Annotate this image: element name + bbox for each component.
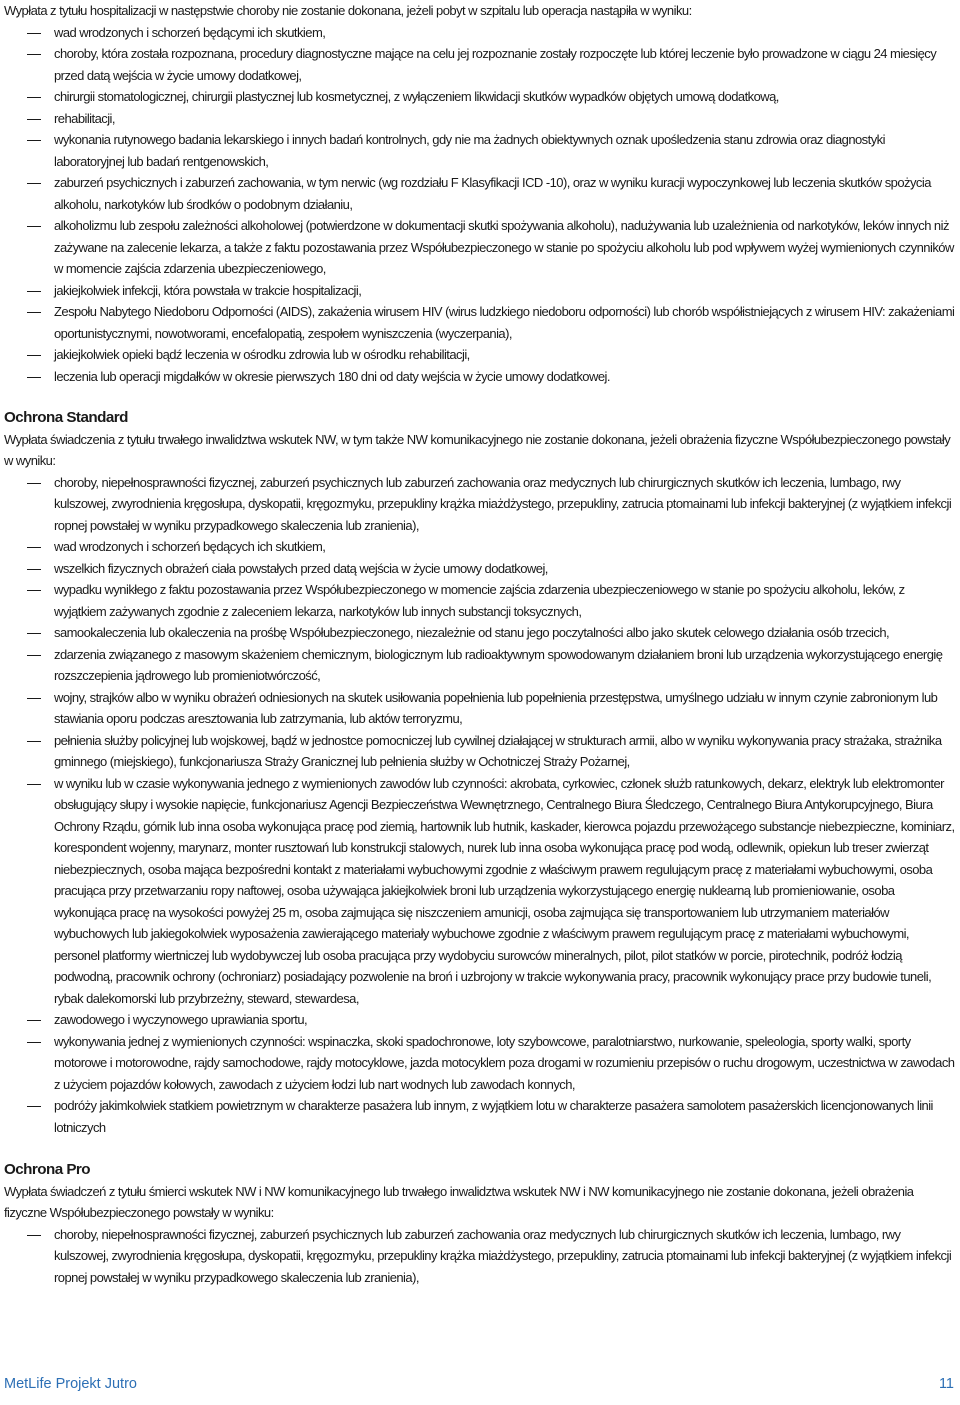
list-item: podróży jakimkolwiek statkiem powietrznym w charakterze pasażera lub innym, z wyjątkiem lotu w charakterze pasażera samolotem pasażerskich licencjonowanych linii lotniczych xyxy=(4,1095,956,1138)
page-number: 11 xyxy=(938,1376,954,1392)
hospitalization-intro: Wypłata z tytułu hospitalizacji w następstwie choroby nie zostanie dokonana, jeżeli pobyt w szpitalu lub operacja nastąpiła w wyniku: xyxy=(4,3,692,18)
section-title-standard: Ochrona Standard xyxy=(4,409,128,426)
list-item: wojny, strajków albo w wyniku obrażeń odniesionych na skutek usiłowania popełnienia lub popełnienia przestępstwa, umyślnego udziału w innym czynie zabronionym lub stawiania oporu podczas aresztowania lub zatrzymania, lub aktów terroryzmu, xyxy=(4,687,956,730)
standard-exclusion-list xyxy=(4,472,956,1139)
hospitalization-exclusion-list xyxy=(4,22,956,388)
list-item: wykonywania jednej z wymienionych czynności: wspinaczka, skoki spadochronowe, loty szybowcowe, paralotniarstwo, nurkowanie, speleologia, sporty walki, sporty motorowe i motorowodne, rajdy samochodowe, rajdy motocyklowe, jazda motocyklem poza drogami w rozumieniu przepisów o ruchu drogowym, uczestnictwa w zawodach z użyciem pojazdów kołowych, zawodach z użyciem łodzi lub nart wodnych lub zawodach konnych, xyxy=(4,1031,956,1096)
list-item: wad wrodzonych i schorzeń będącymi ich skutkiem, xyxy=(4,22,956,44)
pro-intro: Wypłata świadczeń z tytułu śmierci wskutek NW i NW komunikacyjnego lub trwałego inwalidztwa wskutek NW i NW komunikacyjnego nie zostanie dokonana, jeżeli obrażenia fizyczne Współubezpieczonego powstały w wyniku: xyxy=(4,1183,914,1220)
list-item: pełnienia służby policyjnej lub wojskowej, bądź w jednostce pomocniczej lub cywilnej działającej w strukturach armii, albo w wyniku wykonywania pracy strażaka, strażnika gminnego (miejskiego), funkcjonariusza Straży Granicznej lub pełnienia służby w Ochotniczej Straży Pożarnej, xyxy=(4,730,956,773)
list-item: wykonania rutynowego badania lekarskiego i innych badań kontrolnych, gdy nie ma żadnych obiektywnych oznak upośledzenia stanu zdrowia oraz diagnostyki laboratoryjnej lub badań rentgenowskich, xyxy=(4,129,956,172)
list-item: choroby, niepełnosprawności fizycznej, zaburzeń psychicznych lub zaburzeń zachowania oraz medycznych lub chirurgicznych skutków ich leczenia, lumbago, rwy kulszowej, zwyrodnienia kręgosłupa, dyskopatii, kręgozmyku, przepukliny krążka miażdżystego, przepukliny, zatrucia ptomainami lub infekcji bakteryjnej (z wyjątkiem infekcji ropnej powstałej w wyniku przypadkowego skaleczenia lub zranienia), xyxy=(4,472,956,537)
list-item: alkoholizmu lub zespołu zależności alkoholowej (potwierdzone w dokumentacji skutki spożywania alkoholu), nadużywania lub uzależnienia od narkotyków, leków innych niż zażywane na zalecenie lekarza, a także z faktu pozostawania przez Współubezpieczonego w stanie po spożyciu alkoholu lub pod wpływem wyżej wymienionych czynników w momencie zajścia zdarzenia ubezpieczeniowego, xyxy=(4,215,956,280)
list-item: wszelkich fizycznych obrażeń ciała powstałych przed datą wejścia w życie umowy dodatkowej, xyxy=(4,558,956,580)
standard-intro: Wypłata świadczenia z tytułu trwałego inwalidztwa wskutek NW, w tym także NW komunikacyjnego nie zostanie dokonana, jeżeli obrażenia fizyczne Współubezpieczonego powstały w wyniku: xyxy=(4,431,951,468)
list-item: zawodowego i wyczynowego uprawiania sportu, xyxy=(4,1009,956,1031)
list-item: choroby, która została rozpoznana, procedury diagnostyczne mające na celu jej rozpoznanie zostały rozpoczęte lub której leczenie było prowadzone w ciągu 24 miesięcy przed datą wejścia w życie umowy dodatkowej, xyxy=(4,43,956,86)
footer-brand: MetLife Projekt Jutro xyxy=(4,1376,137,1392)
list-item: leczenia lub operacji migdałków w okresie pierwszych 180 dni od daty wejścia w życie umowy dodatkowej. xyxy=(4,366,956,388)
section-spacer xyxy=(4,1138,956,1159)
list-item: rehabilitacji, xyxy=(4,108,956,130)
list-item: choroby, niepełnosprawności fizycznej, zaburzeń psychicznych lub zaburzeń zachowania oraz medycznych lub chirurgicznych skutków ich leczenia, lumbago, rwy kulszowej, zwyrodnienia kręgosłupa, dyskopatii, kręgozmyku, przepukliny krążka miażdżystego, przepukliny, zatrucia ptomainami lub infekcji bakteryjnej (z wyjątkiem infekcji ropnej powstałej w wyniku przypadkowego skaleczenia lub zranienia), xyxy=(4,1224,956,1289)
list-item: zdarzenia związanego z masowym skażeniem chemicznym, biologicznym lub radioaktywnym spowodowanym działaniem broni lub urządzenia wykorzystującego energię rozszczepienia jądrowego lub promieniotwórczość, xyxy=(4,644,956,687)
hospitalization-exclusions xyxy=(4,0,956,1288)
section-title-pro: Ochrona Pro xyxy=(4,1161,91,1178)
list-item: Zespołu Nabytego Niedoboru Odporności (AIDS), zakażenia wirusem HIV (wirus ludzkiego niedoboru odporności) lub chorób współistniejących z wirusem HIV: zakażeniami oportunistycznymi, nowotworami, encefalopatią, zespołem wyniszczenia (wyczerpania), xyxy=(4,301,956,344)
list-item: wypadku wynikłego z faktu pozostawania przez Współubezpieczonego w momencie zajścia zdarzenia ubezpieczeniowego w stanie po spożyciu alkoholu, leków, z wyjątkiem zażywanych zgodnie z zaleceniem lekarza, narkotyków lub innych substancji toksycznych, xyxy=(4,579,956,622)
list-item: wad wrodzonych i schorzeń będących ich skutkiem, xyxy=(4,536,956,558)
list-item: jakiejkolwiek opieki bądź leczenia w ośrodku zdrowia lub w ośrodku rehabilitacji, xyxy=(4,344,956,366)
list-item: zaburzeń psychicznych i zaburzeń zachowania, w tym nerwic (wg rozdziału F Klasyfikacji ICD -10), oraz w wyniku kuracji wypoczynkowej lub leczenia skutków spożycia alkoholu, narkotyków lub środków o podobnym działaniu, xyxy=(4,172,956,215)
list-item: chirurgii stomatologicznej, chirurgii plastycznej lub kosmetycznej, z wyłączeniem likwidacji skutków wypadków objętych umową dodatkową, xyxy=(4,86,956,108)
section-spacer xyxy=(4,387,956,407)
pro-exclusion-list xyxy=(4,1224,956,1289)
list-item: w wyniku lub w czasie wykonywania jednego z wymienionych zawodów lub czynności: akrobata, cyrkowiec, członek służb ratunkowych, dekarz, elektryk lub elektromonter obsługujący słupy i wysokie napięcie, funkcjonariusz Agencji Bezpieczeństwa Wewnętrznego, Centralnego Biura Śledczego, Centralnego Biura Antykorupcyjnego, Biura Ochrony Rządu, górnik lub inna osoba wykonująca pracę pod ziemią, hartownik lub hutnik, kaskader, kierowca pojazdu przewożącego substancje niebezpieczne, kominiarz, korespondent wojenny, marynarz, monter rusztowań lub konstrukcji stalowych, nurek lub inna osoba wykonująca pracę pod wodą, odlewnik, opiekun lub treser zwierząt niebezpiecznych, osoba mająca bezpośredni kontakt z materiałami wybuchowymi zgodnie z właściwym prawem regulującym pracę z materiałami wybuchowymi, osoba pracująca przy przetwarzaniu ropy naftowej, osoba używająca jakiejkolwiek broni lub urządzenia wykorzystującego energię nuklearną lub promieniowanie, osoba wykonująca pracę na wysokości powyżej 25 m, osoba zajmująca się niszczeniem amunicji, osoba zajmująca się transportowaniem lub utrzymaniem materiałów wybuchowych lub jakiegokolwiek wyposażenia zawierającego materiały wybuchowe zgodnie z właściwym prawem regulującym pracę z materiałami wybuchowymi, personel platformy wiertniczej lub wydobywczej lub osoba pracująca przy wydobyciu surowców mineralnych, pilot, pilot statków w porcie, pirotechnik, podróż łodzią podwodną, pracownik ochrony (ochroniarz) posiadający pozwolenie na broń i uzbrojony w trakcie wykonywania pracy, pracownik wykonujący prace przy budowie tuneli, rybak dalekomorski lub przybrzeżny, steward, stewardesa, xyxy=(4,773,956,1010)
list-item: jakiejkolwiek infekcji, która powstała w trakcie hospitalizacji, xyxy=(4,280,956,302)
list-item: samookaleczenia lub okaleczenia na prośbę Współubezpieczonego, niezależnie od stanu jego poczytalności albo jako skutek celowego działania osób trzecich, xyxy=(4,622,956,644)
